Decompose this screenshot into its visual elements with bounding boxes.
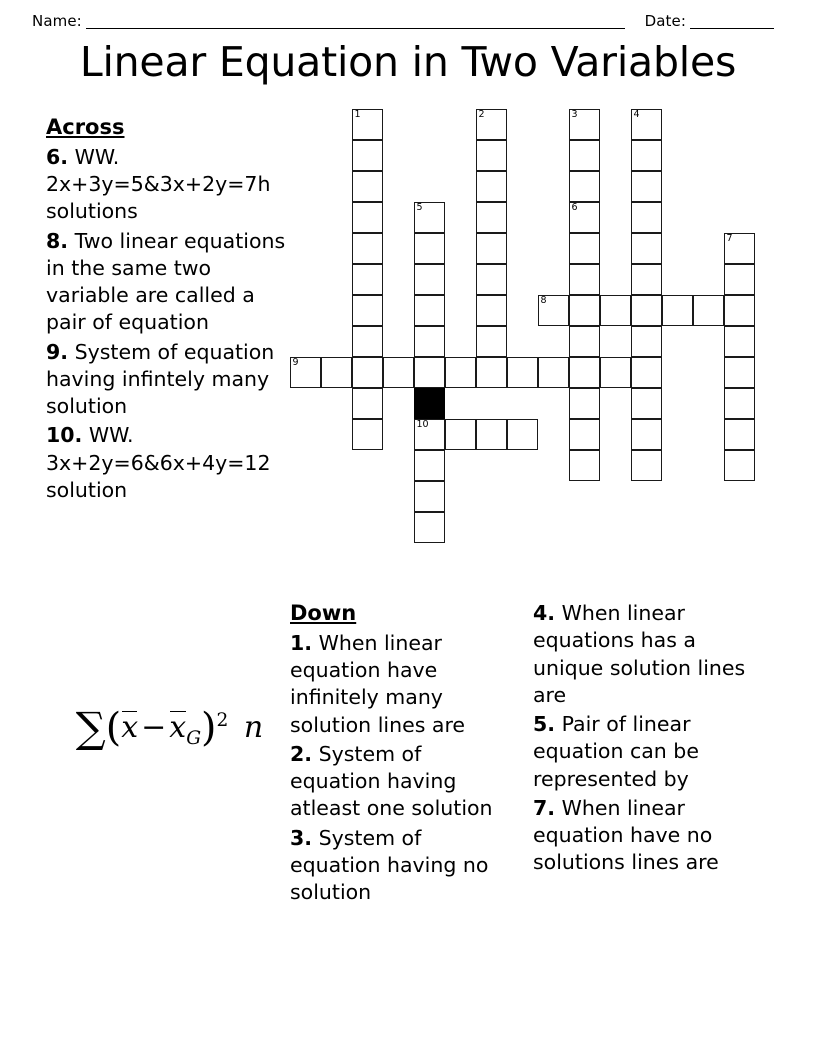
down-clue-4-text: When linear equations has a unique solution lines are (533, 601, 746, 707)
crossword-cell[interactable] (476, 233, 507, 264)
down-clue-7-text: When linear equation have no solutions lines are (533, 795, 719, 875)
crossword-cell[interactable] (631, 140, 662, 171)
crossword-cell[interactable] (445, 357, 476, 388)
crossword-cell[interactable] (352, 388, 383, 419)
cell-number-8: 8 (540, 295, 547, 306)
crossword-cell[interactable] (631, 326, 662, 357)
down-clue-7 (533, 795, 765, 877)
name-label: Name: (32, 12, 82, 30)
crossword-cell[interactable] (476, 171, 507, 202)
crossword-cell[interactable] (352, 202, 383, 233)
crossword-cell[interactable] (352, 326, 383, 357)
formula-n: n (243, 710, 264, 745)
formula-xg-bar: x (169, 710, 187, 745)
down-clues-column-right (533, 600, 765, 879)
crossword-cell[interactable] (724, 295, 755, 326)
down-clue-4 (533, 600, 765, 709)
crossword-cell[interactable] (631, 233, 662, 264)
crossword-cell[interactable] (414, 202, 445, 233)
crossword-cell[interactable] (414, 419, 445, 450)
down-heading: Down (290, 601, 357, 625)
crossword-cell[interactable] (476, 140, 507, 171)
crossword-cell[interactable] (321, 357, 352, 388)
crossword-cell[interactable] (352, 233, 383, 264)
crossword-cell[interactable] (414, 295, 445, 326)
across-clue-10-text: WW. 3x+2y=6&6x+4y=12 solution (46, 423, 271, 502)
cell-number-3: 3 (571, 109, 578, 120)
crossword-cell[interactable] (569, 233, 600, 264)
crossword-cell[interactable] (538, 295, 569, 326)
cell-number-7: 7 (726, 233, 733, 244)
down-clue-1-number: 1. (290, 630, 313, 655)
across-clue-9 (46, 339, 292, 421)
crossword-cell[interactable] (476, 264, 507, 295)
crossword-cell[interactable] (414, 357, 445, 388)
crossword-cell[interactable] (569, 264, 600, 295)
crossword-cell[interactable] (569, 202, 600, 233)
down-clue-2-text: System of equation having atleast one solution (290, 741, 493, 821)
crossword-cell[interactable] (445, 419, 476, 450)
crossword-cell[interactable] (569, 388, 600, 419)
formula-x-bar: x (121, 710, 139, 745)
crossword-cell[interactable] (352, 140, 383, 171)
crossword-cell[interactable] (352, 295, 383, 326)
across-clue-9-number: 9. (46, 339, 69, 364)
cell-number-4: 4 (633, 109, 640, 120)
crossword-cell[interactable] (600, 295, 631, 326)
formula-open-paren: ( (105, 704, 122, 751)
crossword-cell[interactable] (724, 450, 755, 481)
cell-number-6: 6 (571, 202, 578, 213)
crossword-cell[interactable] (631, 109, 662, 140)
crossword-cell[interactable] (631, 264, 662, 295)
math-formula (62, 703, 277, 752)
crossword-cell[interactable] (538, 357, 569, 388)
crossword-cell[interactable] (352, 357, 383, 388)
crossword-cell[interactable] (631, 295, 662, 326)
down-clue-2 (290, 741, 512, 823)
summation-symbol: ∑ (75, 703, 106, 752)
across-clue-9-text: System of equation having infintely many solution (46, 339, 275, 419)
down-clue-5 (533, 711, 765, 793)
crossword-cell[interactable] (383, 357, 414, 388)
down-clue-1-text: When linear equation have infinitely many solution lines are (290, 630, 466, 737)
down-clues-column-left (290, 600, 512, 908)
cell-number-2: 2 (478, 109, 485, 120)
crossword-cell[interactable] (476, 109, 507, 140)
down-clue-5-text: Pair of linear equation can be represented by (533, 712, 699, 791)
formula-subscript-g: G (186, 728, 202, 749)
across-clue-6-number: 6. (46, 144, 69, 169)
down-clue-7-number: 7. (533, 795, 556, 820)
crossword-cell[interactable] (569, 419, 600, 450)
crossword-cell[interactable] (569, 295, 600, 326)
crossword-cell[interactable] (352, 171, 383, 202)
student-info-header (0, 0, 816, 30)
across-clue-10-number: 10. (46, 423, 83, 448)
crossword-cell[interactable] (476, 295, 507, 326)
crossword-cell[interactable] (724, 326, 755, 357)
crossword-cell[interactable] (352, 264, 383, 295)
crossword-cell[interactable] (414, 481, 445, 512)
crossword-cell[interactable] (569, 171, 600, 202)
name-input-line[interactable] (86, 16, 625, 29)
across-clue-8-text: Two linear equations in the same two variable are called a pair of equation (46, 228, 286, 335)
crossword-cell[interactable] (631, 202, 662, 233)
cell-number-9: 9 (292, 357, 299, 368)
across-clue-8 (46, 228, 292, 337)
formula-close-paren: ) (201, 704, 217, 751)
date-label: Date: (644, 12, 686, 30)
across-clue-6 (46, 144, 292, 226)
across-heading: Across (46, 115, 125, 139)
down-clue-2-number: 2. (290, 741, 313, 766)
crossword-cell[interactable] (507, 357, 538, 388)
crossword-cell[interactable] (414, 512, 445, 543)
down-clue-4-number: 4. (533, 601, 556, 625)
down-clue-3 (290, 825, 512, 907)
cell-number-5: 5 (416, 202, 423, 213)
across-clue-8-number: 8. (46, 228, 69, 253)
crossword-block-cell (414, 388, 445, 419)
crossword-cell[interactable] (507, 419, 538, 450)
crossword-cell[interactable] (600, 357, 631, 388)
crossword-cell[interactable] (569, 109, 600, 140)
crossword-cell[interactable] (476, 419, 507, 450)
crossword-cell[interactable] (724, 419, 755, 450)
down-clue-1 (290, 630, 512, 739)
crossword-cell[interactable] (724, 264, 755, 295)
crossword-cell[interactable] (631, 171, 662, 202)
down-clue-3-number: 3. (290, 825, 313, 850)
crossword-cell[interactable] (476, 357, 507, 388)
crossword-cell[interactable] (631, 388, 662, 419)
crossword-cell[interactable] (352, 109, 383, 140)
down-clue-3-text: System of equation having no solution (290, 825, 489, 905)
cell-number-1: 1 (354, 109, 361, 120)
crossword-cell[interactable] (631, 357, 662, 388)
formula-minus: − (141, 710, 167, 745)
down-clue-5-number: 5. (533, 712, 556, 736)
formula-exponent: 2 (216, 710, 229, 731)
crossword-cell[interactable] (352, 419, 383, 450)
crossword-cell[interactable] (569, 357, 600, 388)
crossword-cell[interactable] (724, 388, 755, 419)
page-title: Linear Equation in Two Variables (79, 38, 737, 86)
crossword-cell[interactable] (631, 450, 662, 481)
across-clues-column (46, 114, 292, 506)
crossword-cell[interactable] (662, 295, 693, 326)
crossword-cell[interactable] (631, 419, 662, 450)
crossword-cell[interactable] (290, 357, 321, 388)
crossword-cell[interactable] (414, 326, 445, 357)
crossword-cell[interactable] (693, 295, 724, 326)
across-clue-10 (46, 422, 292, 504)
date-input-line[interactable] (690, 16, 774, 29)
crossword-cell[interactable] (414, 450, 445, 481)
crossword-cell[interactable] (724, 357, 755, 388)
crossword-cell[interactable] (724, 233, 755, 264)
crossword-cell[interactable] (569, 450, 600, 481)
crossword-cell[interactable] (414, 264, 445, 295)
crossword-cell[interactable] (476, 326, 507, 357)
cell-number-10: 10 (416, 419, 429, 430)
crossword-cell[interactable] (569, 140, 600, 171)
crossword-cell[interactable] (476, 202, 507, 233)
crossword-cell[interactable] (569, 326, 600, 357)
across-clue-6-text: WW. 2x+3y=5&3x+2y=7h solutions (46, 144, 271, 224)
crossword-cell[interactable] (414, 233, 445, 264)
